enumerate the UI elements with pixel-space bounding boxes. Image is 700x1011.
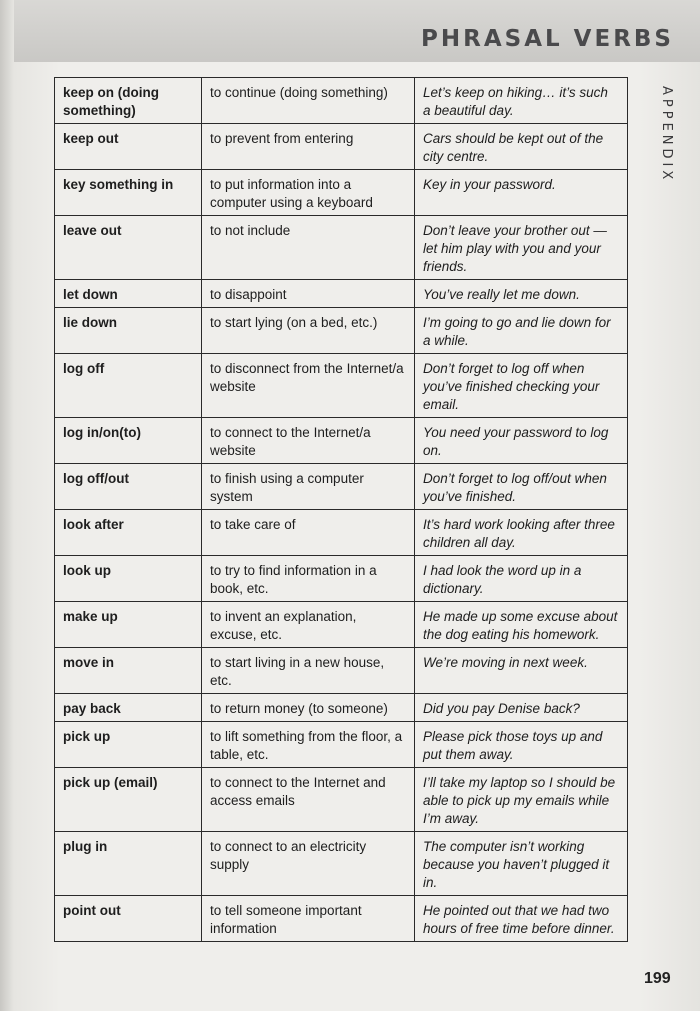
verb-cell: leave out: [55, 216, 202, 280]
example-cell: Don’t forget to log off when you’ve finished checking your email.: [415, 354, 628, 418]
example-cell: Don’t forget to log off/out when you’ve finished.: [415, 464, 628, 510]
table-row: [55, 896, 628, 942]
definition-cell: to not include: [202, 216, 415, 280]
definition-cell: to prevent from entering: [202, 124, 415, 170]
verb-cell: plug in: [55, 832, 202, 896]
verb-cell: let down: [55, 280, 202, 308]
example-cell: He pointed out that we had two hours of free time before dinner.: [415, 896, 628, 942]
table-row: [55, 556, 628, 602]
verb-cell: lie down: [55, 308, 202, 354]
table-row: [55, 722, 628, 768]
definition-cell: to disappoint: [202, 280, 415, 308]
table-row: [55, 694, 628, 722]
page-title: PHRASAL VERBS: [421, 26, 674, 52]
definition-cell: to lift something from the floor, a table, etc.: [202, 722, 415, 768]
verb-cell: log in/on(to): [55, 418, 202, 464]
example-cell: You need your password to log on.: [415, 418, 628, 464]
verb-cell: make up: [55, 602, 202, 648]
page-number: 199: [644, 970, 671, 987]
table-row: [55, 78, 628, 124]
appendix-side-label: APPENDIX: [659, 86, 674, 184]
table-row: [55, 216, 628, 280]
example-cell: Let’s keep on hiking… it’s such a beautiful day.: [415, 78, 628, 124]
definition-cell: to take care of: [202, 510, 415, 556]
definition-cell: to start living in a new house, etc.: [202, 648, 415, 694]
table-row: [55, 280, 628, 308]
definition-cell: to continue (doing something): [202, 78, 415, 124]
definition-cell: to connect to the Internet/a website: [202, 418, 415, 464]
example-cell: We’re moving in next week.: [415, 648, 628, 694]
verb-cell: keep out: [55, 124, 202, 170]
example-cell: Cars should be kept out of the city centre.: [415, 124, 628, 170]
definition-cell: to try to find information in a book, etc.: [202, 556, 415, 602]
table-row: [55, 354, 628, 418]
definition-cell: to connect to an electricity supply: [202, 832, 415, 896]
definition-cell: to invent an explanation, excuse, etc.: [202, 602, 415, 648]
example-cell: I’m going to go and lie down for a while.: [415, 308, 628, 354]
verb-cell: look up: [55, 556, 202, 602]
table-row: [55, 308, 628, 354]
verb-cell: log off: [55, 354, 202, 418]
example-cell: He made up some excuse about the dog eating his homework.: [415, 602, 628, 648]
definition-cell: to put information into a computer using a keyboard: [202, 170, 415, 216]
definition-cell: to start lying (on a bed, etc.): [202, 308, 415, 354]
example-cell: You’ve really let me down.: [415, 280, 628, 308]
example-cell: Don’t leave your brother out — let him play with you and your friends.: [415, 216, 628, 280]
table-row: [55, 418, 628, 464]
example-cell: The computer isn’t working because you haven’t plugged it in.: [415, 832, 628, 896]
definition-cell: to tell someone important information: [202, 896, 415, 942]
table-row: [55, 832, 628, 896]
table-row: [55, 124, 628, 170]
definition-cell: to finish using a computer system: [202, 464, 415, 510]
table-row: [55, 602, 628, 648]
definition-cell: to connect to the Internet and access emails: [202, 768, 415, 832]
verb-cell: keep on (doing something): [55, 78, 202, 124]
verb-cell: pay back: [55, 694, 202, 722]
verb-cell: move in: [55, 648, 202, 694]
table-row: [55, 464, 628, 510]
example-cell: Please pick those toys up and put them away.: [415, 722, 628, 768]
verb-cell: point out: [55, 896, 202, 942]
verb-cell: log off/out: [55, 464, 202, 510]
definition-cell: to disconnect from the Internet/a website: [202, 354, 415, 418]
verb-cell: look after: [55, 510, 202, 556]
table-row: [55, 768, 628, 832]
phrasal-verbs-table: [54, 77, 628, 942]
example-cell: Did you pay Denise back?: [415, 694, 628, 722]
definition-cell: to return money (to someone): [202, 694, 415, 722]
example-cell: Key in your password.: [415, 170, 628, 216]
example-cell: I had look the word up in a dictionary.: [415, 556, 628, 602]
verb-cell: pick up (email): [55, 768, 202, 832]
table-row: [55, 510, 628, 556]
header-bar: [14, 0, 700, 62]
example-cell: I’ll take my laptop so I should be able to pick up my emails while I’m away.: [415, 768, 628, 832]
verb-cell: pick up: [55, 722, 202, 768]
example-cell: It’s hard work looking after three children all day.: [415, 510, 628, 556]
table-row: [55, 648, 628, 694]
table-row: [55, 170, 628, 216]
verb-cell: key something in: [55, 170, 202, 216]
